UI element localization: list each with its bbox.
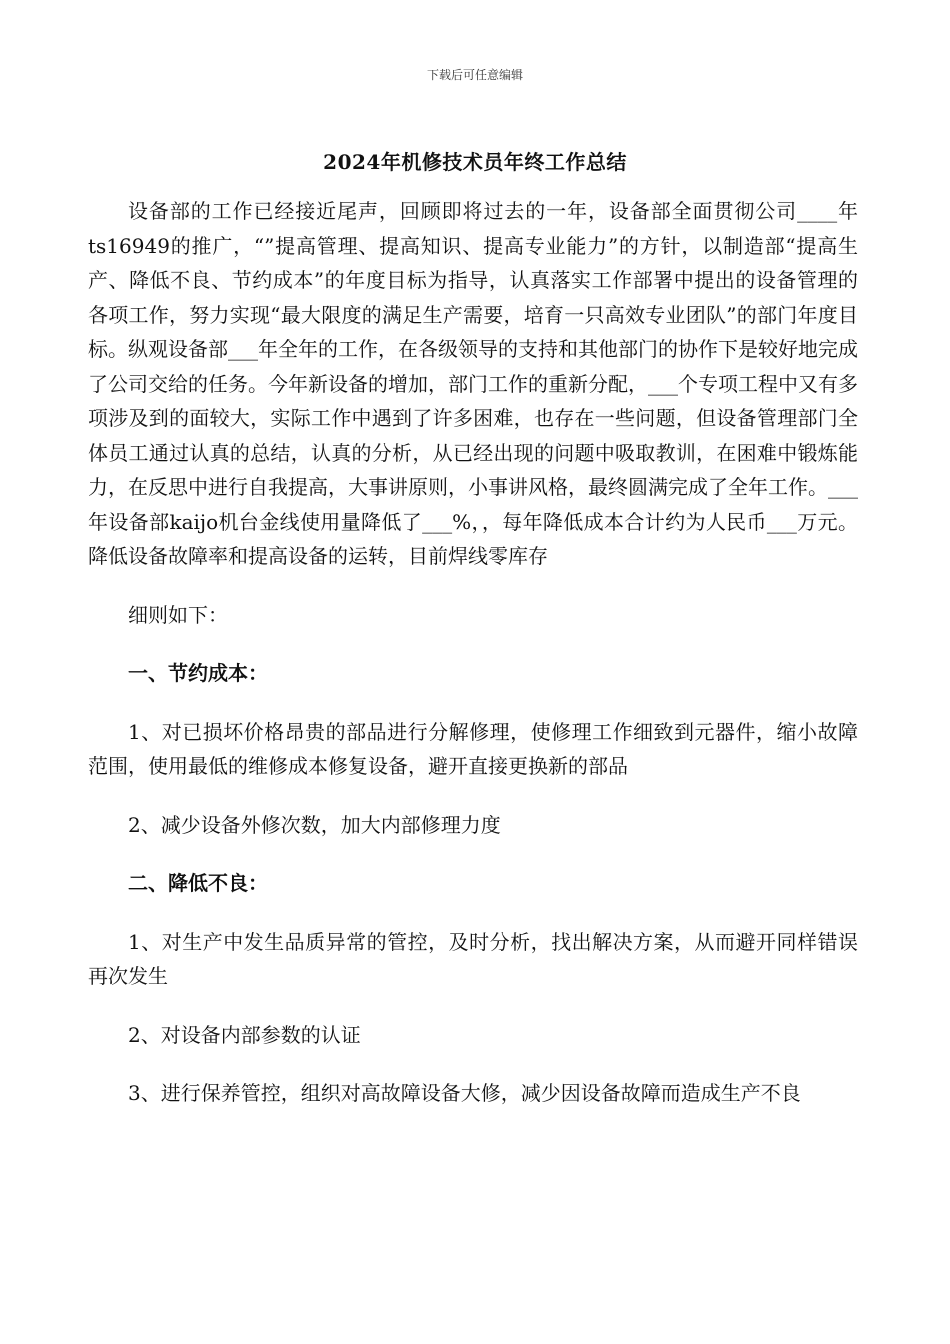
section-item: 2、减少设备外修次数，加大内部修理力度 (128, 812, 501, 837)
section-item: 2、对设备内部参数的认证 (128, 1022, 361, 1047)
details-intro-paragraph: 细则如下： (128, 602, 228, 627)
section-heading-defects: 二、降低不良： (128, 871, 268, 895)
document-title: 2024年机修技术员年终工作总结 (323, 150, 627, 174)
intro-paragraph: 设备部的工作已经接近尾声，回顾即将过去的一年，设备部全面贯彻公司____年ts16949的推广，“”提高管理、提高知识、提高专业能力”的方针，以制造部“提高生产、降低不良、节约成本”的年度目标为指导，认真落实工作部署中提出的设备管理的各项工作，努力实现“最大限度的满足生产需要，培育一只高效专业团队”的部门年度目标。纵观设备部___年全年的工作，在各级领导的支持和其他部门的协作下是较好地完成了公司交给的任务。今年新设备的增加，部门工作的重新分配，___个专项工程中又有多项涉及到的面较大，实际工作中遇到了许多困难，也存在一些问题，但设备管理部门全体员工通过认真的总结，认真的分析，从已经出现的问题中吸取教训，在困难中锻炼能力，在反思中进行自我提高，大事讲原则，小事讲风格，最终圆满完成了全年工作。___年设备部kaijo机台金线使用量降低了___%，，每年降低成本合计约为人民币___万元。降低设备故障率和提高设备的运转，目前焊线零库存 (88, 199, 858, 568)
section-item: 1、对已损坏价格昂贵的部品进行分解修理，使修理工作细致到元器件，缩小故障范围，使用最低的维修成本修复设备，避开直接更换新的部品 (88, 719, 858, 778)
section-item: 1、对生产中发生品质异常的管控，及时分析，找出解决方案，从而避开同样错误再次发生 (88, 929, 858, 988)
section-heading-cost: 一、节约成本： (128, 661, 268, 685)
document-body (88, 170, 858, 1111)
section-item: 3、进行保养管控，组织对高故障设备大修，减少因设备故障而造成生产不良 (128, 1081, 801, 1105)
header-note: 下载后可任意编辑 (426, 68, 523, 82)
